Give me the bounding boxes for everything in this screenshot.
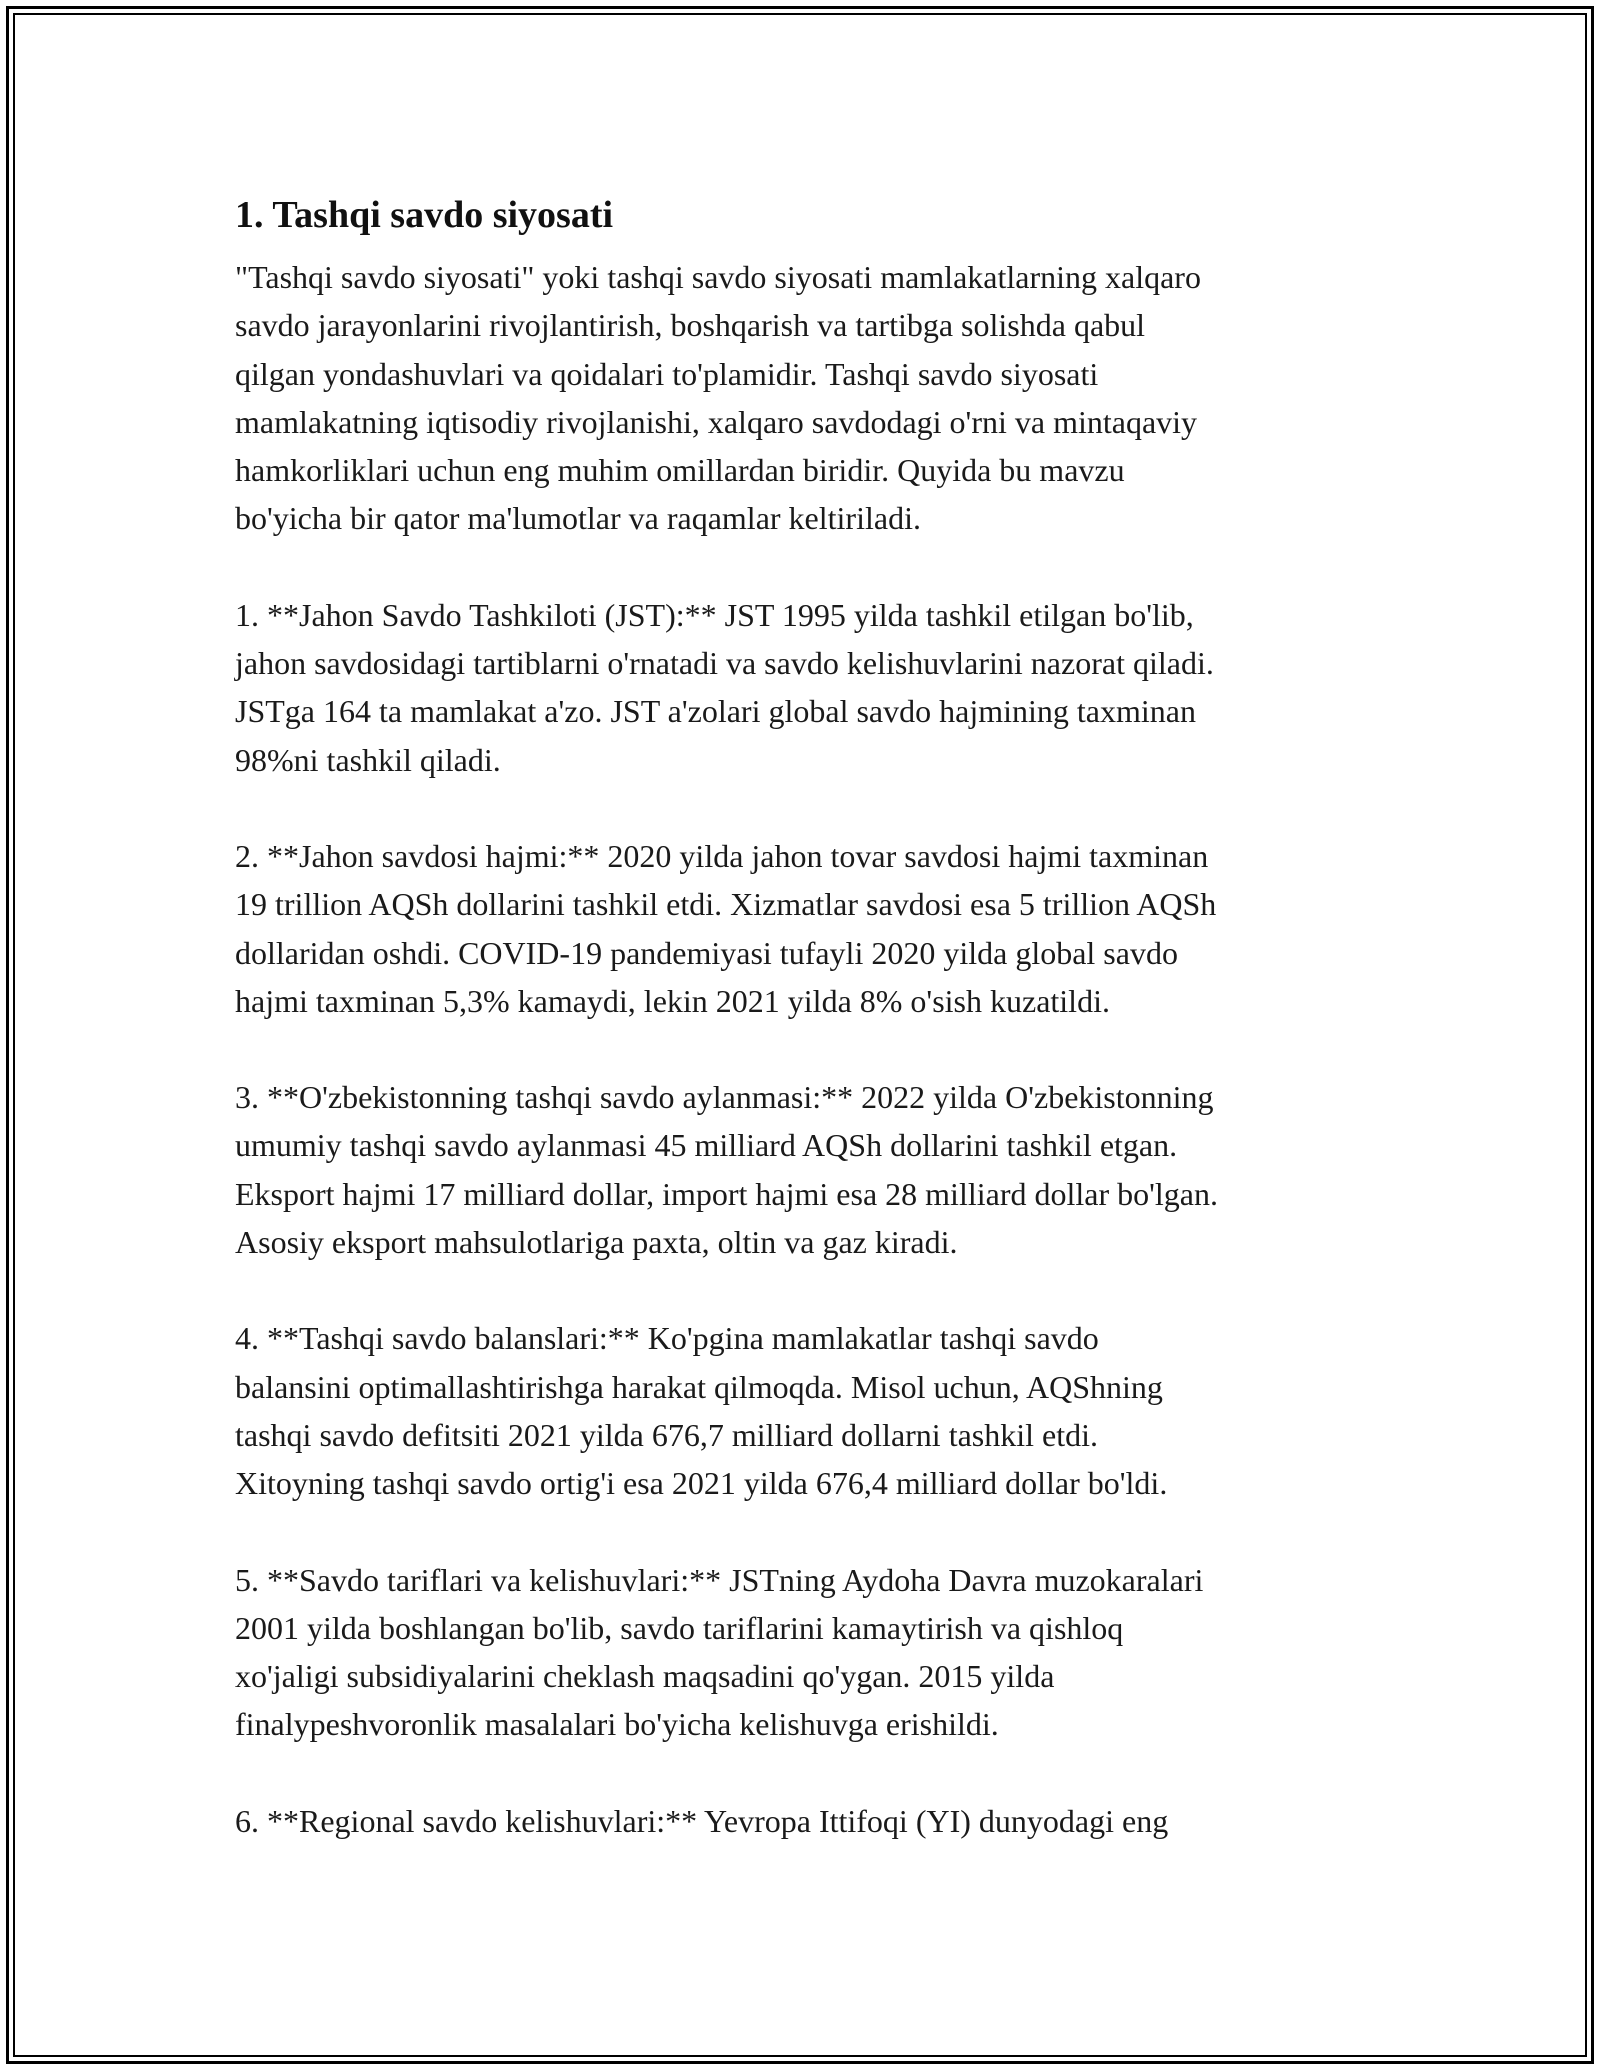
- paragraph-trade-balances: 4. **Tashqi savdo balanslari:** Ko'pgina mamlakatlar tashqi savdo balansini optimallashtirishga harakat qilmoqda. Misol uchun, AQShning tashqi savdo defitsiti 2021 yilda 676,7 milliard dollarni tashkil etdi. Xitoyning tashqi savdo ortig'i esa 2021 yilda 676,4 milliard dollar bo'ldi.: [235, 1320, 1168, 1502]
- paragraph-world-trade-volume: 2. **Jahon savdosi hajmi:** 2020 yilda jahon tovar savdosi hajmi taxminan 19 trillion AQSh dollarini tashkil etdi. Xizmatlar savdosi esa 5 trillion AQSh dollaridan oshdi. COVID-19 pandemiyasi tufayli 2020 yilda global savdo hajmi taxminan 5,3% kamaydi, lekin 2021 yilda 8% o'sish kuzatildi.: [235, 837, 1217, 1019]
- paragraph-regional-agreements: 6. **Regional savdo kelishuvlari:** Yevropa Ittifoqi (YI) dunyodagi eng: [235, 1802, 1169, 1839]
- paragraph-uzbekistan-trade: 3. **O'zbekistonning tashqi savdo aylanmasi:** 2022 yilda O'zbekistonning umumiy tashqi savdo aylanmasi 45 milliard AQSh dollarini tashkil etgan. Eksport hajmi 17 milliard dollar, import hajmi esa 28 milliard dollar bo'lgan. Asosiy eksport mahsulotlariga paxta, oltin va gaz kiradi.: [235, 1079, 1218, 1261]
- document-title: 1. Tashqi savdo siyosati: [235, 194, 614, 236]
- paragraph-wto: 1. **Jahon Savdo Tashkiloti (JST):** JST 1995 yilda tashkil etilgan bo'lib, jahon savdosidagi tartiblarni o'rnatadi va savdo kelishuvlarini nazorat qiladi. JSTga 164 ta mamlakat a'zo. JST a'zolari global savdo hajmining taxminan 98%ni tashkil qiladi.: [235, 596, 1214, 778]
- intro-paragraph: "Tashqi savdo siyosati" yoki tashqi savdo siyosati mamlakatlarning xalqaro savdo jarayonlarini rivojlantirish, boshqarish va tartibga solishda qabul qilgan yondashuvlari va qoidalari to'plamidir. Tashqi savdo siyosati mamlakatning iqtisodiy rivojlanishi, xalqaro savdodagi o'rni va mintaqaviy hamkorliklari uchun eng muhim omillardan biridir. Quyida bu mavzu bo'yicha bir qator ma'lumotlar va raqamlar keltiriladi.: [235, 259, 1201, 537]
- document-body: [235, 185, 1385, 1845]
- paragraph-tariffs-agreements: 5. **Savdo tariflari va kelishuvlari:** JSTning Aydoha Davra muzokaralari 2001 yilda boshlangan bo'lib, savdo tariflarini kamaytirish va qishloq xo'jaligi subsidiyalarini cheklash maqsadini qo'ygan. 2015 yilda finalypeshvoronlik masalalari bo'yicha kelishuvga erishildi.: [235, 1561, 1204, 1743]
